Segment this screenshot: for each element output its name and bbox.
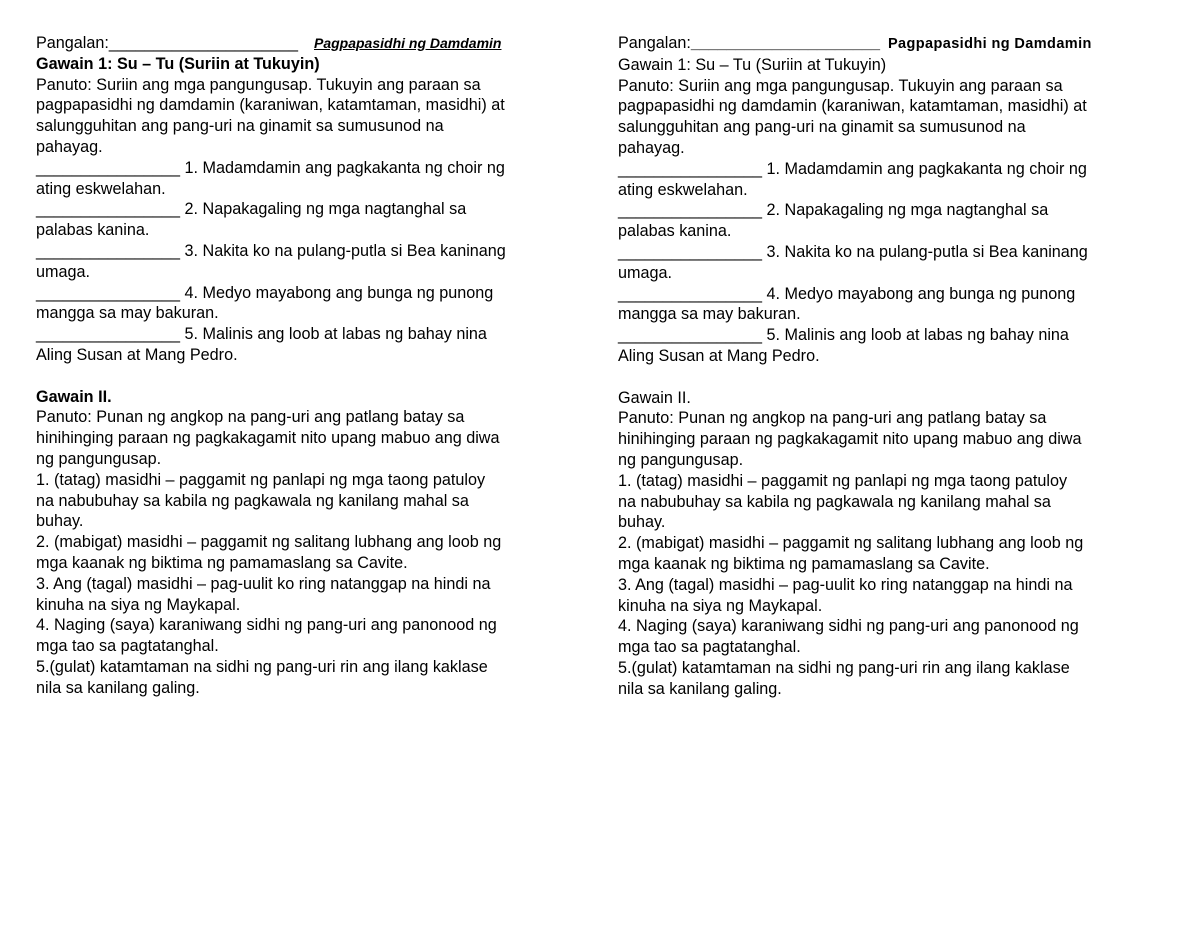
- gawain1-instructions: [36, 75, 571, 158]
- item-line: ating eskwelahan.: [618, 180, 748, 199]
- topic-title: Pagpapasidhi ng Damdamin: [887, 36, 1092, 52]
- gawain2-line: 1. (tatag) masidhi – paggamit ng panlapi ng mga taong patuloy: [36, 470, 486, 489]
- instruction-line: salungguhitan ang pang-uri na ginamit sa sumusunod na: [36, 117, 444, 136]
- gawain2-line: buhay.: [618, 513, 666, 532]
- gawain2-line: 2. (mabigat) masidhi – paggamit ng salitang lubhang ang loob ng: [618, 534, 1084, 553]
- gawain2-line: mga kaanak ng biktima ng pamamaslang sa Cavite.: [36, 553, 408, 572]
- instruction-line: pahayag.: [36, 137, 103, 156]
- spacer: [618, 367, 1153, 388]
- item-line: ________________ 1. Madamdamin ang pagkakanta ng choir ng: [36, 158, 505, 177]
- gawain1-items: [36, 158, 571, 366]
- gawain2-line: 3. Ang (tagal) masidhi – pag-uulit ko ring natanggap na hindi na: [36, 574, 491, 593]
- gawain2-line: 5.(gulat) katamtaman na sidhi ng pang-uri rin ang ilang kaklase: [618, 658, 1070, 677]
- item-line: ________________ 5. Malinis ang loob at labas ng bahay nina: [618, 326, 1069, 345]
- gawain2-line: hinihinging paraan ng pagkakagamit nito upang mabuo ang diwa: [618, 430, 1082, 449]
- item-line: ________________ 3. Nakita ko na pulang-putla si Bea kaninang: [36, 241, 506, 260]
- name-blank: _____________________: [108, 34, 298, 52]
- gawain2-line: 1. (tatag) masidhi – paggamit ng panlapi ng mga taong patuloy: [618, 471, 1068, 490]
- instruction-line: pagpapasidhi ng damdamin (karaniwan, katamtaman, masidhi) at: [36, 96, 505, 115]
- name-label: Pangalan:: [36, 34, 109, 52]
- gawain2-title: Gawain II.: [618, 388, 691, 407]
- gawain2-line: mga tao sa pagtatanghal.: [36, 637, 219, 656]
- gawain1-items: [618, 159, 1153, 367]
- item-line: umaga.: [618, 263, 672, 282]
- left-worksheet: [36, 33, 571, 699]
- gawain1-title: Gawain 1: Su – Tu (Suriin at Tukuyin): [618, 55, 887, 74]
- gawain2-line: mga tao sa pagtatanghal.: [618, 638, 801, 657]
- gawain1-title: Gawain 1: Su – Tu (Suriin at Tukuyin): [36, 54, 320, 73]
- gawain2-line: ng pangungusap.: [618, 450, 744, 469]
- gawain2-line: hinihinging paraan ng pagkakagamit nito upang mabuo ang diwa: [36, 429, 500, 448]
- gawain1-instructions: [618, 76, 1153, 159]
- item-line: ________________ 4. Medyo mayabong ang bunga ng punong: [618, 284, 1076, 303]
- instruction-line: Panuto: Suriin ang mga pangungusap. Tukuyin ang paraan sa: [36, 75, 481, 94]
- gawain2-line: mga kaanak ng biktima ng pamamaslang sa Cavite.: [618, 554, 990, 573]
- gawain2-line: buhay.: [36, 512, 84, 531]
- gawain2-body: [36, 407, 571, 698]
- item-line: mangga sa may bakuran.: [36, 304, 219, 323]
- item-line: palabas kanina.: [618, 222, 732, 241]
- name-label: Pangalan:: [618, 34, 691, 52]
- instruction-line: pahayag.: [618, 138, 685, 157]
- item-line: Aling Susan at Mang Pedro.: [36, 345, 238, 364]
- topic-title: Pagpapasidhi ng Damdamin: [313, 35, 502, 51]
- item-line: ________________ 2. Napakagaling ng mga nagtanghal sa: [618, 201, 1049, 220]
- item-line: Aling Susan at Mang Pedro.: [618, 346, 820, 365]
- gawain2-line: Panuto: Punan ng angkop na pang-uri ang patlang batay sa: [36, 408, 465, 427]
- gawain2-title: Gawain II.: [36, 387, 112, 406]
- gawain2-line: nila sa kanilang galing.: [36, 678, 200, 697]
- gawain2-line: 4. Naging (saya) karaniwang sidhi ng pang-uri ang panonood ng: [618, 617, 1079, 636]
- item-line: palabas kanina.: [36, 221, 150, 240]
- name-blank: _____________________: [690, 34, 880, 52]
- item-line: ________________ 4. Medyo mayabong ang bunga ng punong: [36, 283, 494, 302]
- gawain2-line: Panuto: Punan ng angkop na pang-uri ang patlang batay sa: [618, 409, 1047, 428]
- spacer: [36, 366, 571, 387]
- gawain2-line: nila sa kanilang galing.: [618, 679, 782, 698]
- item-line: ________________ 3. Nakita ko na pulang-putla si Bea kaninang: [618, 242, 1088, 261]
- gawain2-line: kinuha na siya ng Maykapal.: [618, 596, 823, 615]
- gawain2-line: kinuha na siya ng Maykapal.: [36, 595, 241, 614]
- item-line: ________________ 2. Napakagaling ng mga nagtanghal sa: [36, 200, 467, 219]
- gawain2-line: 3. Ang (tagal) masidhi – pag-uulit ko ring natanggap na hindi na: [618, 575, 1073, 594]
- gawain2-line: 4. Naging (saya) karaniwang sidhi ng pang-uri ang panonood ng: [36, 616, 497, 635]
- item-line: mangga sa may bakuran.: [618, 305, 801, 324]
- name-line: [36, 33, 571, 54]
- instruction-line: pagpapasidhi ng damdamin (karaniwan, katamtaman, masidhi) at: [618, 97, 1087, 116]
- item-line: ating eskwelahan.: [36, 179, 166, 198]
- gawain2-line: ng pangungusap.: [36, 449, 162, 468]
- item-line: ________________ 5. Malinis ang loob at labas ng bahay nina: [36, 325, 487, 344]
- name-line: [618, 33, 1153, 55]
- instruction-line: Panuto: Suriin ang mga pangungusap. Tukuyin ang paraan sa: [618, 76, 1063, 95]
- instruction-line: salungguhitan ang pang-uri na ginamit sa sumusunod na: [618, 118, 1026, 137]
- gawain2-body: [618, 408, 1153, 699]
- gawain2-line: 5.(gulat) katamtaman na sidhi ng pang-uri rin ang ilang kaklase: [36, 657, 488, 676]
- gawain2-line: 2. (mabigat) masidhi – paggamit ng salitang lubhang ang loob ng: [36, 533, 502, 552]
- item-line: ________________ 1. Madamdamin ang pagkakanta ng choir ng: [618, 159, 1087, 178]
- gawain2-line: na nabubuhay sa kabila ng pagkawala ng kanilang mahal sa: [618, 492, 1051, 511]
- item-line: umaga.: [36, 262, 90, 281]
- gawain2-line: na nabubuhay sa kabila ng pagkawala ng kanilang mahal sa: [36, 491, 469, 510]
- right-worksheet: [618, 33, 1153, 700]
